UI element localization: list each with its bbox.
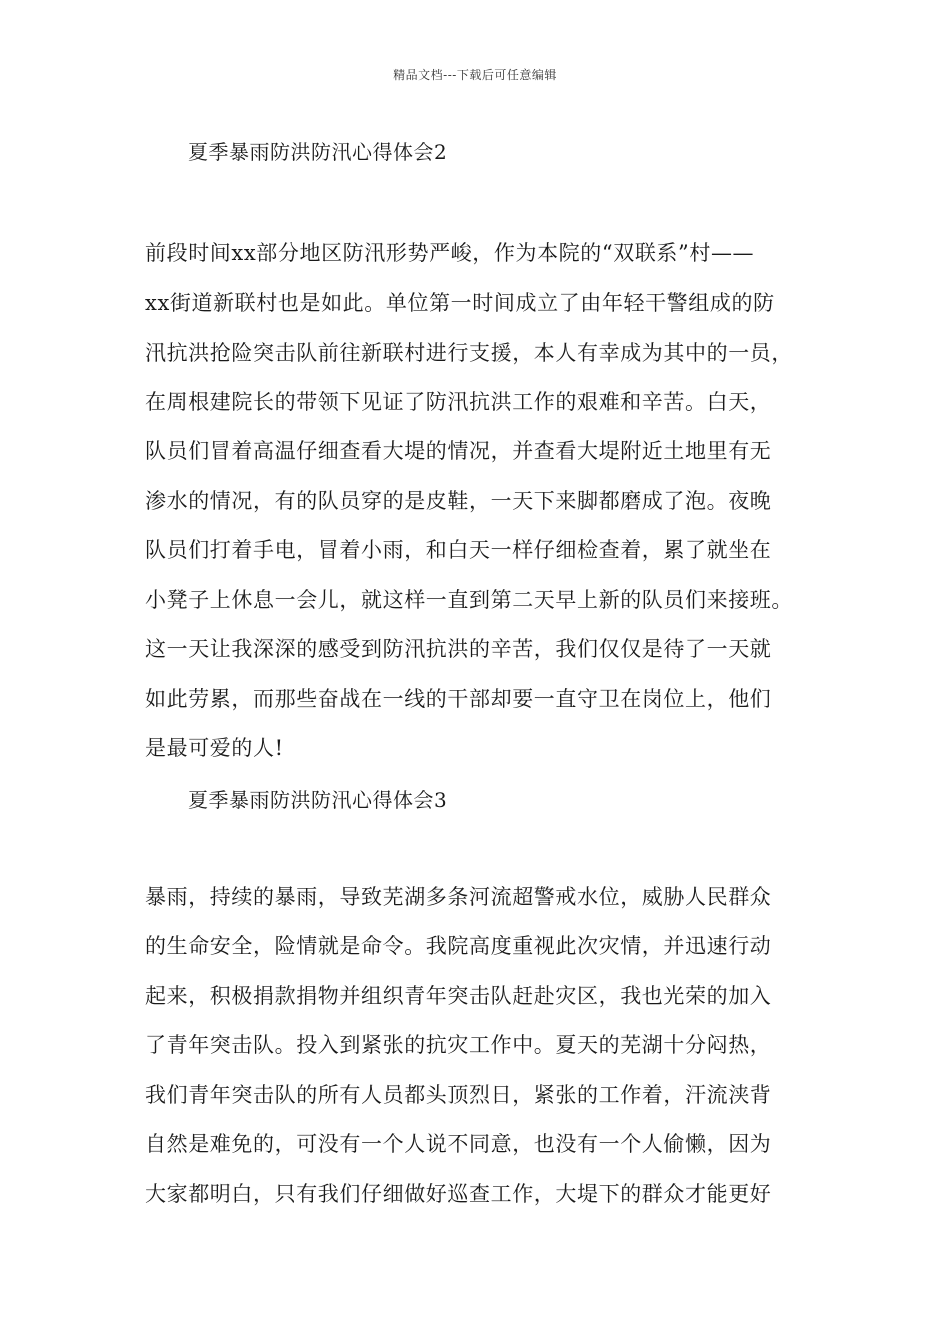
page-header-note: 精品文档---下载后可任意编辑	[393, 68, 557, 82]
paragraph-line: 汛抗洪抢险突击队前往新联村进行支援，本人有幸成为其中的一员，	[145, 341, 793, 365]
paragraph-line: 在周根建院长的带领下见证了防汛抗洪工作的艰难和辛苦。白天，	[145, 390, 772, 414]
paragraph-line: 大家都明白，只有我们仔细做好巡查工作，大堤下的群众才能更好	[145, 1182, 772, 1206]
paragraph-line: 小凳子上休息一会儿，就这样一直到第二天早上新的队员们来接班。	[145, 588, 793, 612]
paragraph-line: 如此劳累，而那些奋战在一线的干部却要一直守卫在岗位上，他们	[145, 687, 772, 711]
paragraph-line: 队员们冒着高温仔细查看大堤的情况，并查看大堤附近土地里有无	[145, 439, 772, 463]
paragraph-line: 我们青年突击队的所有人员都头顶烈日，紧张的工作着，汗流浃背	[145, 1083, 772, 1107]
paragraph-line: 前段时间xx部分地区防汛形势严峻，作为本院的“双联系”村——	[145, 241, 755, 265]
paragraph-line: 队员们打着手电，冒着小雨，和白天一样仔细检查着，累了就坐在	[145, 538, 772, 562]
paragraph-line: 自然是难免的，可没有一个人说不同意，也没有一个人偷懒，因为	[145, 1132, 772, 1156]
paragraph-line: xx街道新联村也是如此。单位第一时间成立了由年轻干警组成的防	[145, 291, 775, 315]
paragraph-line: 渗水的情况，有的队员穿的是皮鞋，一天下来脚都磨成了泡。夜晚	[145, 489, 772, 513]
paragraph-line: 是最可爱的人!	[145, 736, 284, 760]
paragraph-line: 的生命安全，险情就是命令。我院高度重视此次灾情，并迅速行动	[145, 934, 772, 958]
section-title-3: 夏季暴雨防洪防汛心得体会3	[188, 788, 448, 812]
paragraph-line: 了青年突击队。投入到紧张的抗灾工作中。夏天的芜湖十分闷热，	[145, 1033, 772, 1057]
paragraph-line: 这一天让我深深的感受到防汛抗洪的辛苦，我们仅仅是待了一天就	[145, 637, 772, 661]
paragraph-line: 起来，积极捐款捐物并组织青年突击队赶赴灾区，我也光荣的加入	[145, 984, 772, 1008]
paragraph-line: 暴雨，持续的暴雨，导致芜湖多条河流超警戒水位，威胁人民群众	[145, 885, 772, 909]
section-title-2: 夏季暴雨防洪防汛心得体会2	[188, 140, 448, 164]
